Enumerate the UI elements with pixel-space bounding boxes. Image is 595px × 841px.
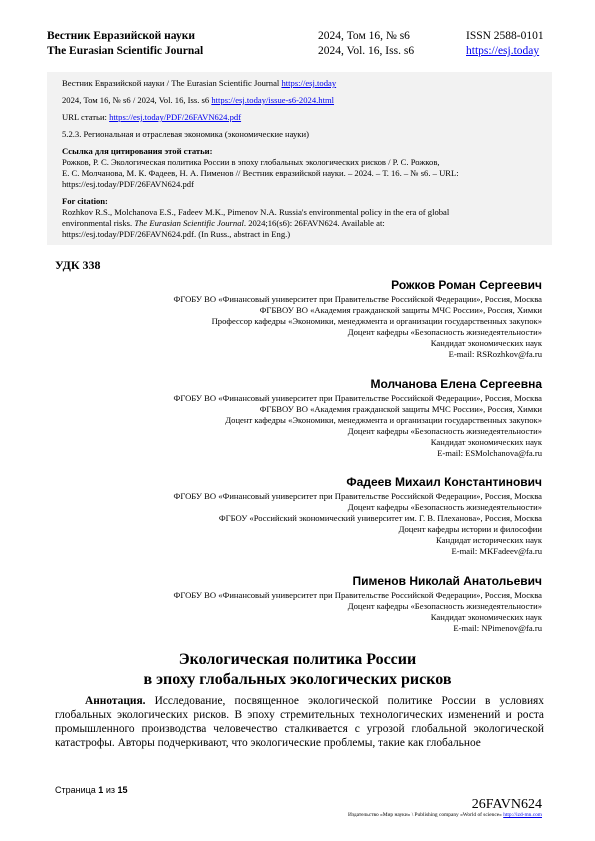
article-title-line1: Экологическая политика России (178, 651, 417, 668)
publisher-link[interactable]: http://izd-mn.com (503, 812, 542, 818)
article-url-link[interactable]: https://esj.today/PDF/26FAVN624.pdf (109, 112, 242, 122)
cite-en-label: For citation: (62, 196, 108, 206)
journal-name-ru: Вестник Евразийской науки (47, 30, 195, 42)
author-affiliation: ФГОБУ ВО «Финансовый университет при Правительстве Российской Федерации», Россия, Москва (173, 393, 542, 403)
abstract (55, 694, 544, 750)
author-block (174, 573, 542, 634)
author-affiliation: ФГБВОУ ВО «Академия гражданской защиты МЧС России», Россия, Химки (259, 305, 542, 315)
author-block (174, 277, 542, 360)
cite-en-line2 (62, 218, 552, 229)
author-block (174, 376, 542, 459)
author-email: E-mail: MKFadeev@fa.ru (451, 546, 542, 556)
page-total: 15 (117, 785, 128, 795)
infobox-issue: 2024, Том 16, № s6 / 2024, Vol. 16, Iss. s6 (62, 95, 210, 105)
author-position: Доцент кафедры «Безопасность жизнедеятельности» (347, 502, 542, 512)
author-position: Доцент кафедры «Безопасность жизнедеятельности» (347, 601, 542, 611)
journal-name-en: The Eurasian Scientific Journal (47, 45, 204, 57)
cite-ru-line2: Е. С. Молчанова, М. К. Фадеев, Н. А. Пименов // Вестник евразийской науки. – 2024. – Т. 16. – № s6. – URL: (62, 168, 459, 178)
cite-ru-line1: Рожков, Р. С. Экологическая политика России в эпоху глобальных экологических рисков / Р. С. Рожков, (62, 157, 440, 167)
udk: УДК 338 (55, 258, 101, 272)
author-degree: Кандидат экономических наук (430, 612, 542, 622)
publisher-name: Издательство «Мир науки» \ Publishing company «World of science» (347, 812, 502, 818)
journal-name (47, 29, 203, 59)
article-code: 26FAVN624 (471, 797, 542, 812)
author-affiliation: ФГОБУ ВО «Финансовый университет при Правительстве Российской Федерации», Россия, Москва (173, 590, 542, 600)
journal-header (47, 29, 552, 59)
issue-url-link[interactable]: https://esj.today/issue-s6-2024.html (211, 95, 335, 105)
author-position: Доцент кафедры «Безопасность жизнедеятельности» (347, 327, 542, 337)
author-affiliation: ФГОБУ ВО «Финансовый университет при Правительстве Российской Федерации», Россия, Москва (173, 294, 542, 304)
page-prefix: Страница (55, 785, 99, 795)
page-number: 1 (98, 785, 104, 795)
cite-en-line1: Rozhkov R.S., Molchanova E.S., Fadeev M.K., Pimenov N.A. Russia's environmental policy in the era of global (62, 207, 450, 217)
author-name: Рожков Роман Сергеевич (391, 278, 542, 292)
author-affiliation: ФГБВОУ ВО «Академия гражданской защиты МЧС России», Россия, Химки (259, 404, 542, 414)
author-name: Молчанова Елена Сергеевна (370, 377, 542, 391)
author-degree: Кандидат экономических наук (430, 437, 542, 447)
cite-en-journal: The Eurasian Scientific Journal (134, 218, 244, 228)
article-title (0, 650, 595, 690)
author-position: Доцент кафедры истории и философии (398, 524, 542, 534)
abstract-text: Исследование, посвященное экологической политике России в условиях глобальных экологических рисков. В эпоху стремительных технологических изменений и роста промышленного производства человечество сталкивается с угрозой глобальной экологической катастрофы. Авторы подчеркивают, что экологические проблемы, такие как глобальное (55, 695, 544, 749)
citation-box (47, 72, 552, 245)
page-mid: из (103, 785, 118, 795)
specialty: 5.2.3. Региональная и отраслевая экономика (экономические науки) (62, 129, 309, 139)
publisher-line (348, 812, 542, 818)
url-label: URL статьи: (62, 112, 107, 122)
infobox-journal: Вестник Евразийской науки / The Eurasian Scientific Journal (62, 78, 280, 88)
author-position: Доцент кафедры «Безопасность жизнедеятельности» (347, 426, 542, 436)
author-email: E-mail: NPimenov@fa.ru (453, 623, 542, 633)
cite-en-line3: https://esj.today/PDF/26FAVN624.pdf. (In Russ., abstract in Eng.) (62, 229, 291, 239)
author-affiliation: ФГБОУ «Российский экономический университет им. Г. В. Плеханова», Россия, Москва (218, 513, 542, 523)
author-degree: Кандидат экономических наук (430, 338, 542, 348)
page-counter (55, 785, 127, 795)
author-degree: Кандидат исторических наук (436, 535, 542, 545)
issue-info (318, 29, 414, 59)
issn: ISSN 2588-0101 (466, 30, 544, 42)
author-name: Пименов Николай Анатольевич (352, 574, 542, 588)
cite-en-line2c: . 2024;16(s6): 26FAVN624. Available at: (243, 218, 385, 228)
author-email: E-mail: ESMolchanova@fa.ru (437, 448, 542, 458)
abstract-label: Аннотация. (85, 695, 146, 707)
cite-ru-label: Ссылка для цитирования этой статьи: (62, 146, 213, 156)
author-position: Профессор кафедры «Экономики, менеджмента и организации государственных закупок» (211, 316, 542, 326)
issue-en: 2024, Vol. 16, Iss. s6 (318, 45, 415, 57)
journal-url-link[interactable]: https://esj.today (281, 78, 337, 88)
author-email: E-mail: RSRozhkov@fa.ru (448, 349, 542, 359)
cite-en-line2a: environmental risks. (62, 218, 135, 228)
site-link[interactable]: https://esj.today (466, 45, 540, 57)
author-block (174, 474, 542, 557)
author-name: Фадеев Михаил Константинович (346, 475, 542, 489)
issue-ru: 2024, Том 16, № s6 (318, 30, 410, 42)
article-title-line2: в эпоху глобальных экологических рисков (143, 671, 452, 688)
cite-ru-line3: https://esj.today/PDF/26FAVN624.pdf (62, 179, 194, 189)
author-position: Доцент кафедры «Экономики, менеджмента и организации государственных закупок» (225, 415, 542, 425)
author-affiliation: ФГОБУ ВО «Финансовый университет при Правительстве Российской Федерации», Россия, Москва (173, 491, 542, 501)
issn-block (466, 29, 552, 59)
